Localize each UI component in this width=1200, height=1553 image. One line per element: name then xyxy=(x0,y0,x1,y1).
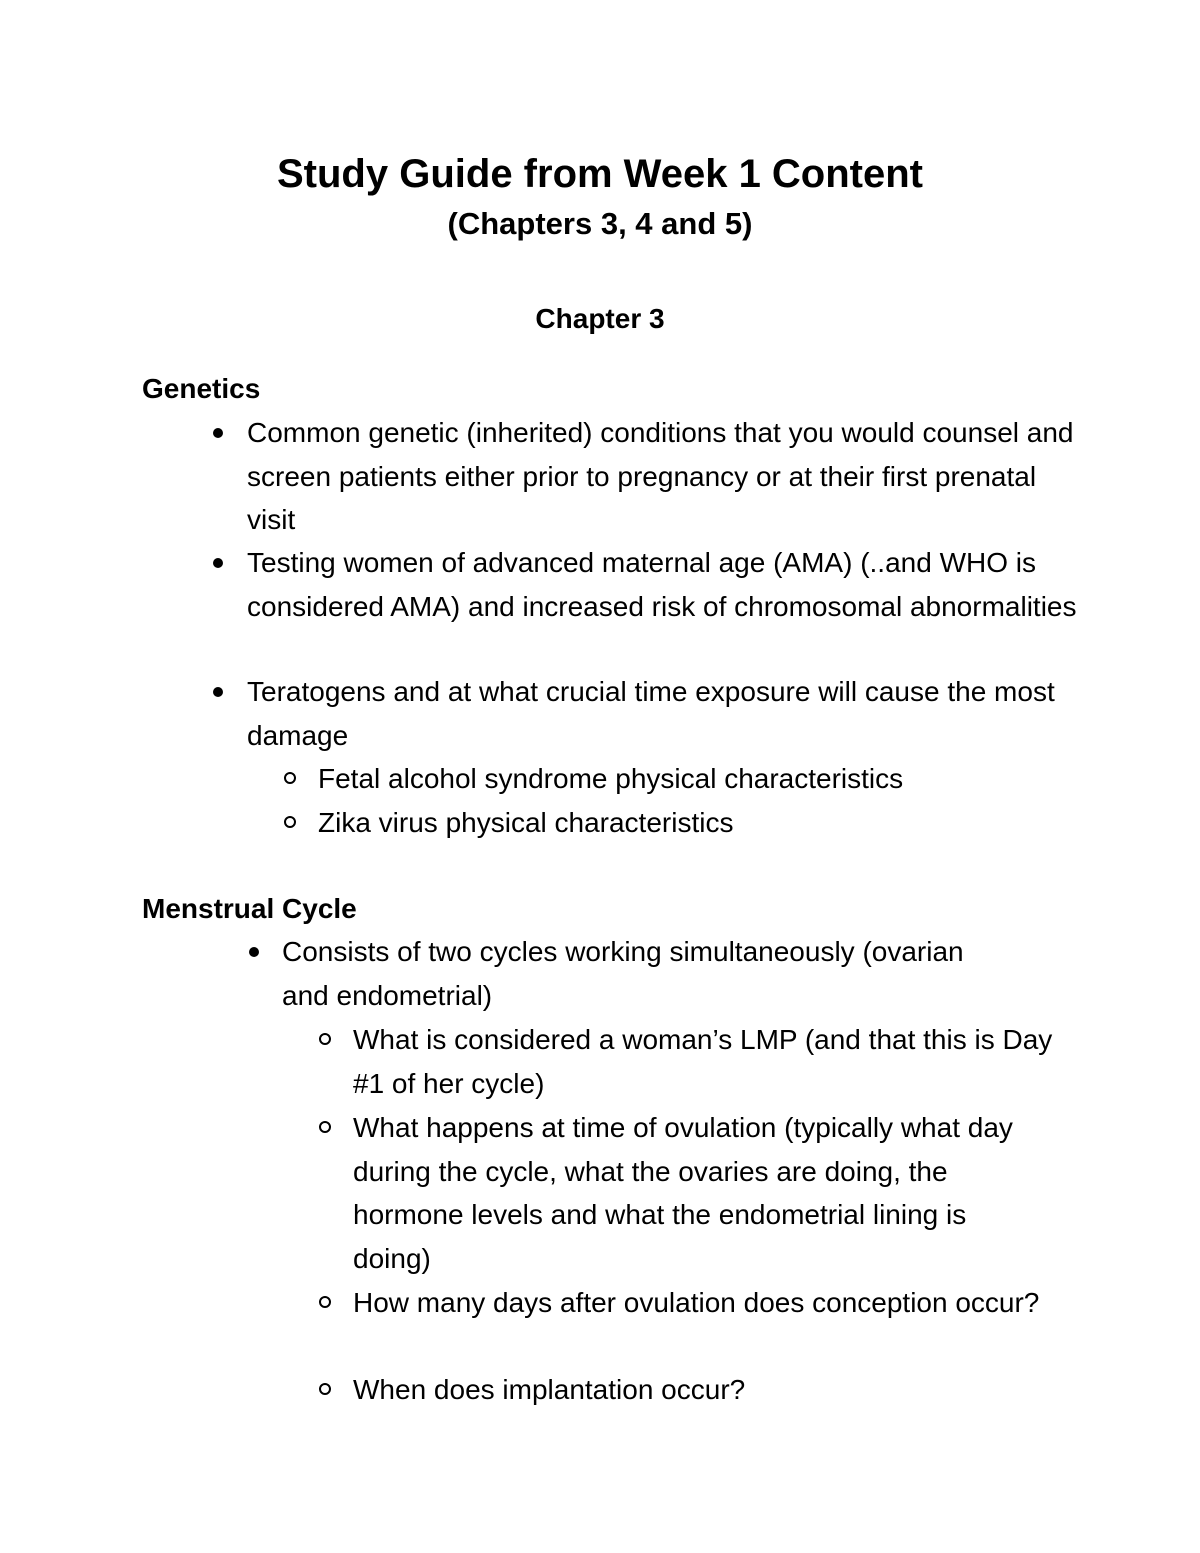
list-item: Common genetic (inherited) conditions that you would counsel and screen patients either prior to pregnancy or at their first prenatal visit xyxy=(247,417,1074,535)
genetics-heading: Genetics xyxy=(142,373,261,404)
sub-list-item: What is considered a woman’s LMP (and that this is Day #1 of her cycle) xyxy=(353,1024,1053,1099)
sub-list-item: Fetal alcohol syndrome physical characteristics xyxy=(318,763,904,794)
circle-bullet-icon xyxy=(284,772,296,784)
circle-bullet-icon xyxy=(284,816,296,828)
menstrual-cycle-heading: Menstrual Cycle xyxy=(142,893,357,924)
sub-list-item: Zika virus physical characteristics xyxy=(318,807,734,838)
list-item: Consists of two cycles working simultaneously (ovarian and endometrial) xyxy=(282,936,964,1011)
circle-bullet-icon xyxy=(319,1121,331,1133)
sub-list-item: When does implantation occur? xyxy=(353,1374,746,1405)
bullet-icon xyxy=(213,428,223,438)
circle-bullet-icon xyxy=(319,1296,331,1308)
document-title: Study Guide from Week 1 Content xyxy=(277,152,923,196)
list-item: Teratogens and at what crucial time exposure will cause the most damage xyxy=(247,676,1055,751)
bullet-icon xyxy=(213,687,223,697)
chapter-heading: Chapter 3 xyxy=(535,303,665,334)
document-subtitle: (Chapters 3, 4 and 5) xyxy=(447,206,753,241)
list-item: Testing women of advanced maternal age (AMA) (..and WHO is considered AMA) and increased risk of chromosomal abnormalities xyxy=(247,547,1077,622)
bullet-icon xyxy=(249,947,259,957)
sub-list-item: What happens at time of ovulation (typically what day during the cycle, what the ovaries are doing, the hormone levels and what the endometrial lining is doing) xyxy=(353,1112,1013,1274)
circle-bullet-icon xyxy=(319,1383,331,1395)
circle-bullet-icon xyxy=(319,1033,331,1045)
sub-list-item: How many days after ovulation does conception occur? xyxy=(353,1287,1040,1318)
bullet-icon xyxy=(213,558,223,568)
